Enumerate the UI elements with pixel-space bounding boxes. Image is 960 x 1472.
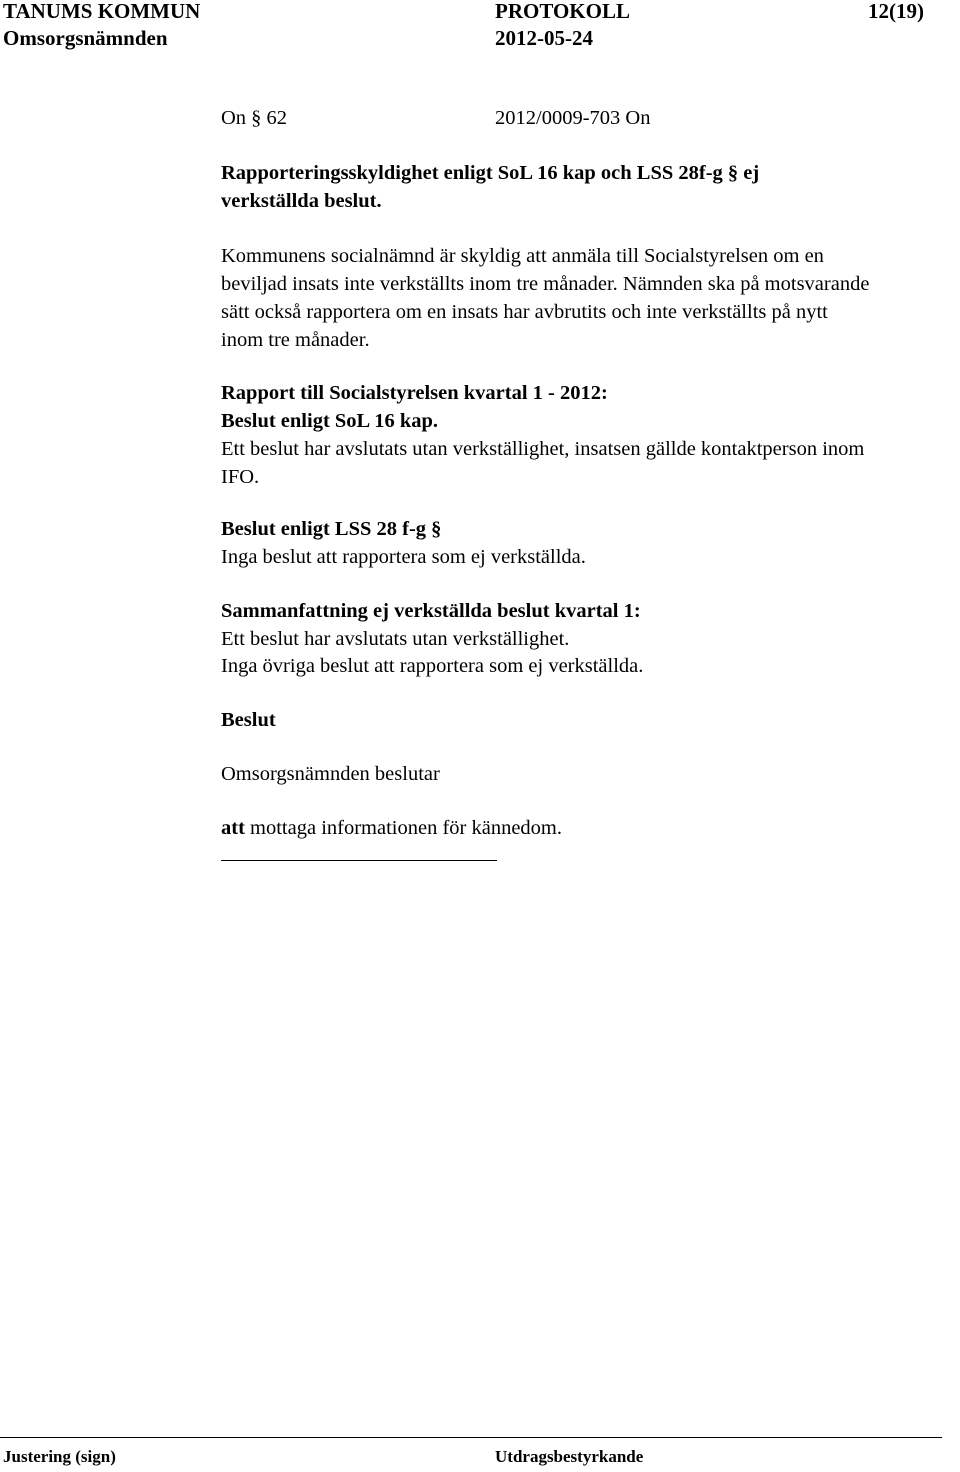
decision-heading: Beslut: [221, 709, 276, 731]
section-number: On § 62: [221, 107, 288, 129]
att-keyword: att: [221, 817, 245, 839]
case-title-line-2: verkställda beslut.: [221, 190, 382, 212]
report-heading: Rapport till Socialstyrelsen kvartal 1 - 2012:: [221, 382, 608, 404]
org-name: TANUMS KOMMUN: [3, 0, 201, 23]
intro-line-4: inom tre månader.: [221, 329, 370, 351]
intro-line-3: sätt också rapportera om en insats har avbrutits och inte verkställts på nytt: [221, 301, 828, 323]
decision-clause-text: mottaga informationen för kännedom.: [244, 817, 562, 839]
decision-clause: [221, 814, 562, 843]
summary-line-2: Inga övriga beslut att rapportera som ej verkställda.: [221, 655, 644, 677]
summary-line-1: Ett beslut har avslutats utan verkställighet.: [221, 628, 570, 650]
diary-number: 2012/0009-703 On: [495, 107, 651, 129]
sol-text-line-2: IFO.: [221, 466, 260, 488]
footer-justering: Justering (sign): [3, 1447, 116, 1466]
footer-utdragsbestyrkande: Utdragsbestyrkande: [495, 1447, 644, 1466]
closing-rule: [221, 860, 497, 861]
intro-line-1: Kommunens socialnämnd är skyldig att anmäla till Socialstyrelsen om en: [221, 245, 824, 267]
intro-line-2: beviljad insats inte verkställts inom tre månader. Nämnden ska på motsvarande: [221, 273, 870, 295]
sol-text-line-1: Ett beslut har avslutats utan verkställighet, insatsen gällde kontaktperson inom: [221, 438, 865, 460]
committee-name: Omsorgsnämnden: [3, 26, 168, 50]
lss-text: Inga beslut att rapportera som ej verkställda.: [221, 546, 586, 568]
sol-heading: Beslut enligt SoL 16 kap.: [221, 410, 439, 432]
lss-heading: Beslut enligt LSS 28 f-g §: [221, 518, 442, 540]
page-number: 12(19): [868, 0, 924, 23]
summary-heading: Sammanfattning ej verkställda beslut kvartal 1:: [221, 600, 641, 622]
document-type: PROTOKOLL: [495, 0, 630, 23]
decision-intro: Omsorgsnämnden beslutar: [221, 763, 440, 785]
meeting-date: 2012-05-24: [495, 26, 593, 50]
footer-rule: [0, 1437, 942, 1438]
case-title-line-1: Rapporteringsskyldighet enligt SoL 16 kap och LSS 28f-g § ej: [221, 162, 760, 184]
